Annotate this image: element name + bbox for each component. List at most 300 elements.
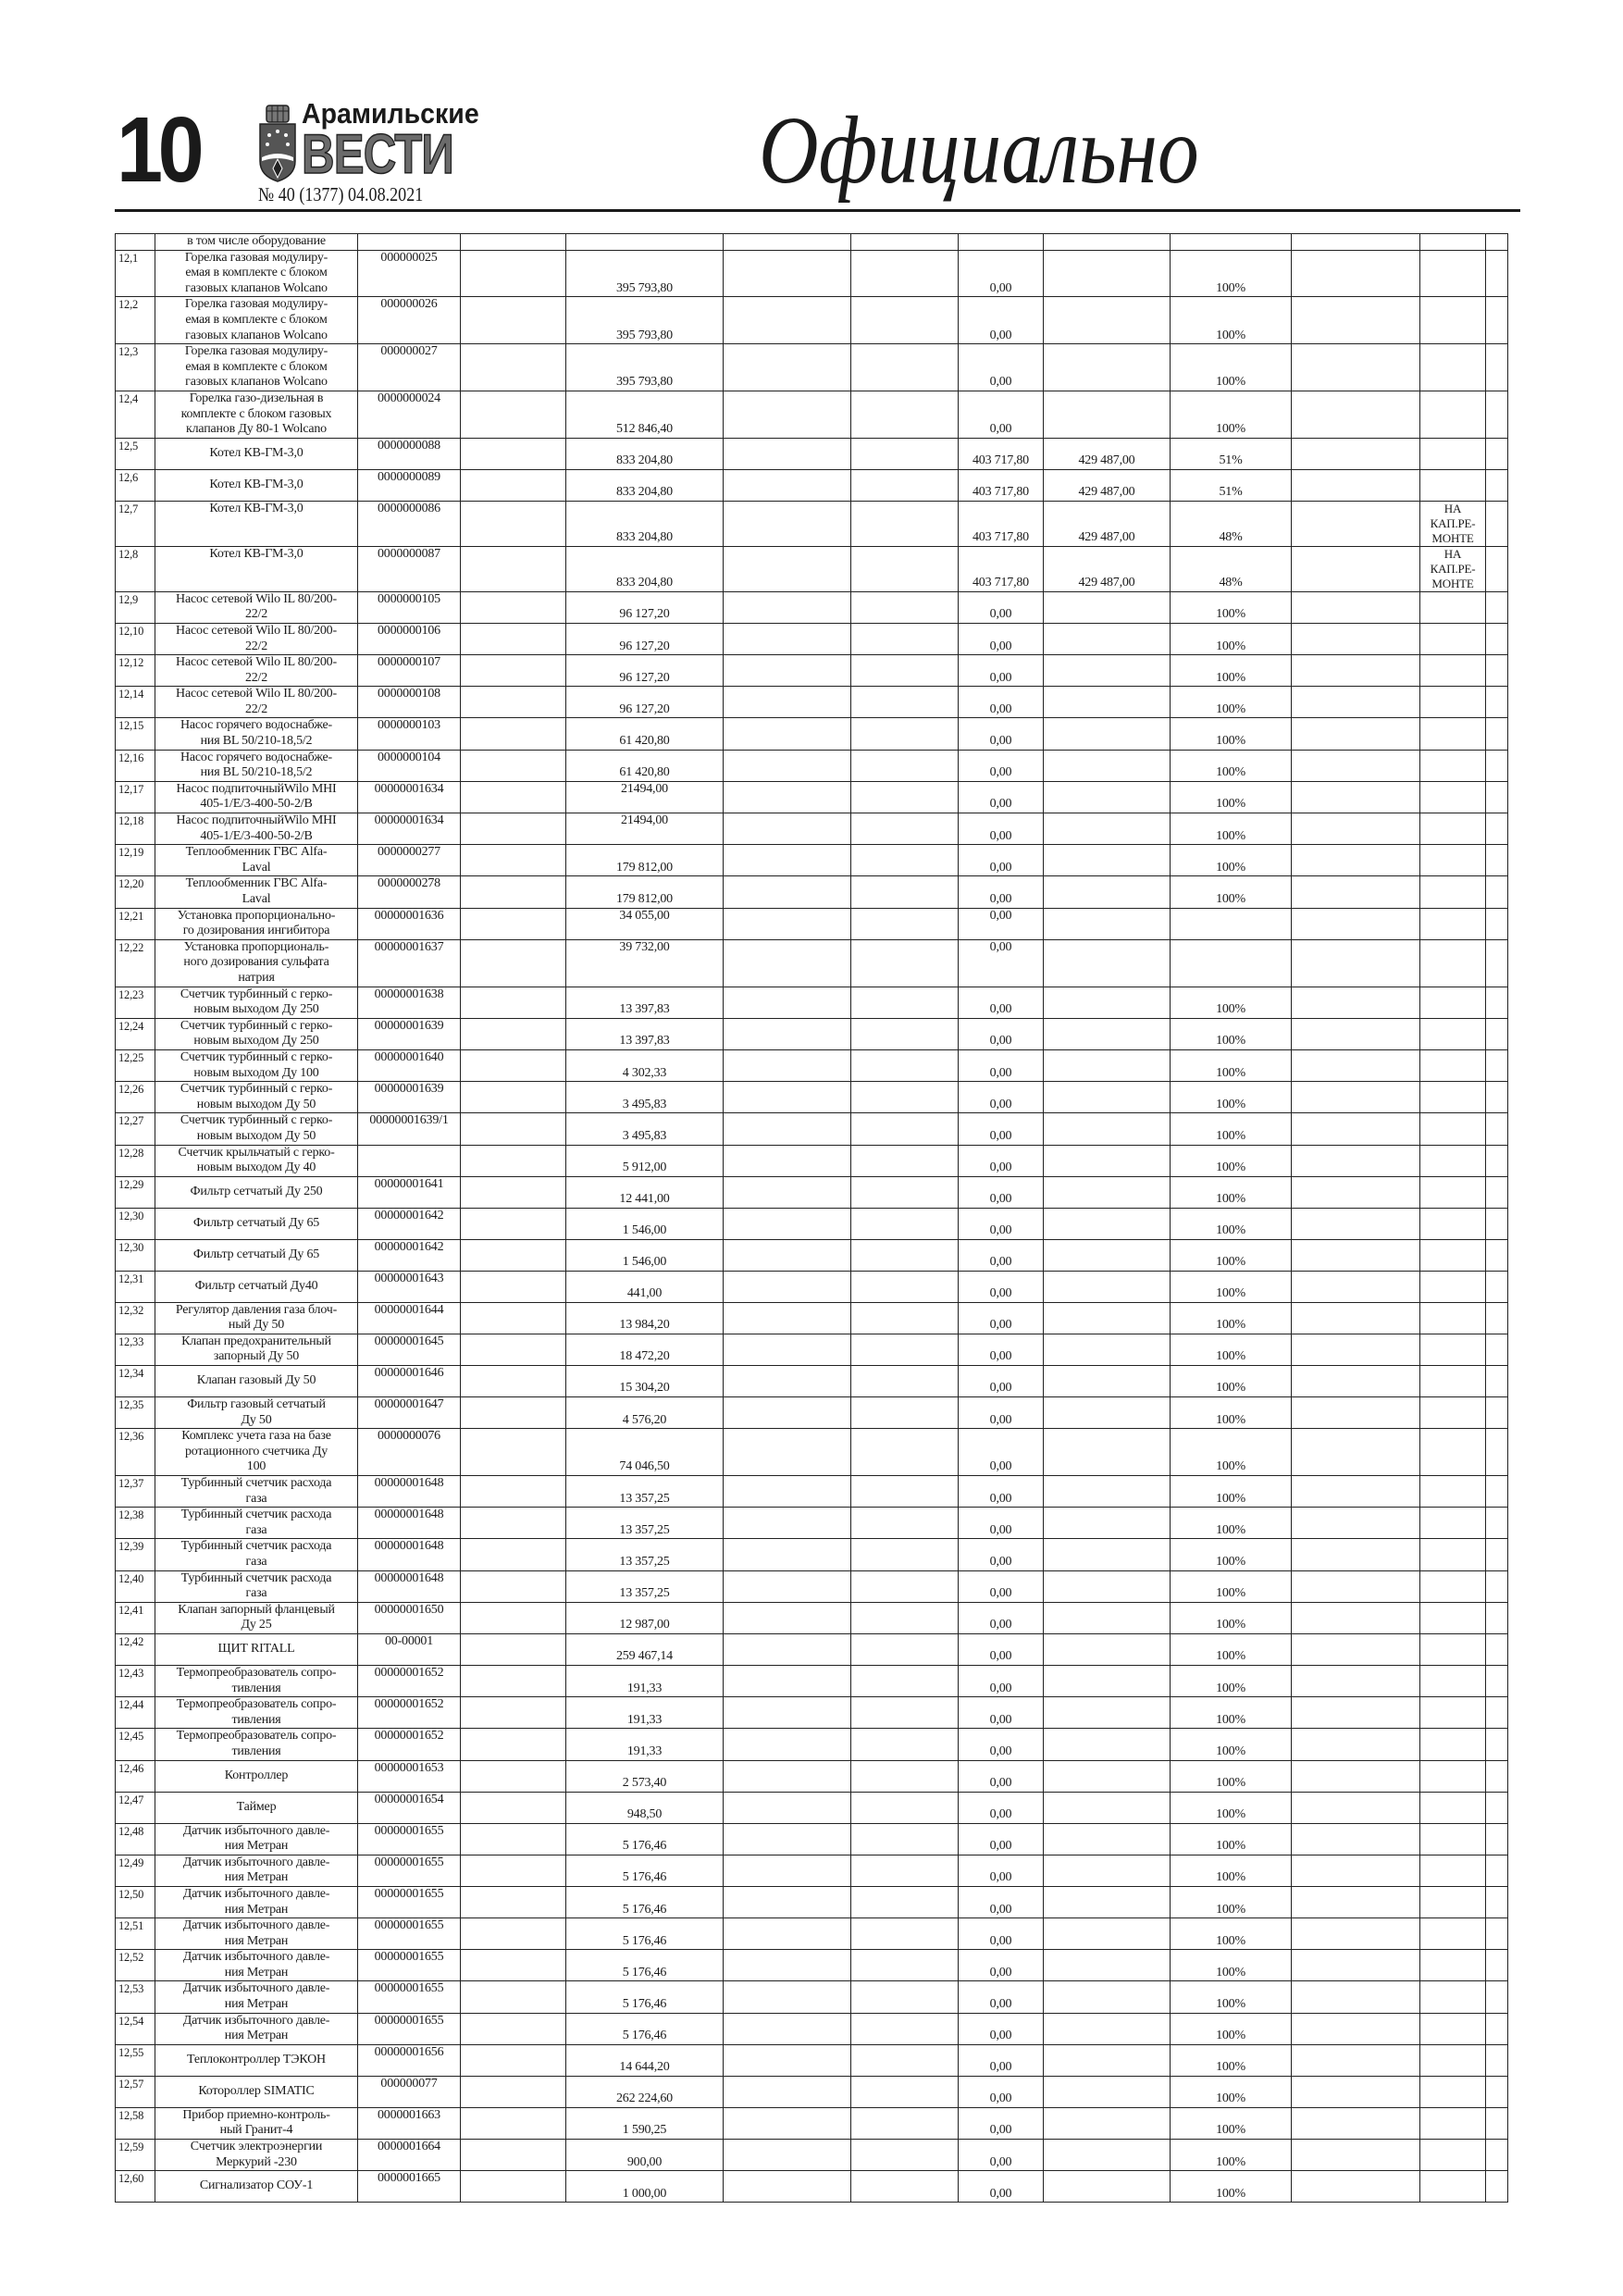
empty-cell xyxy=(724,2171,851,2203)
status-note xyxy=(1420,1981,1486,2013)
initial-cost: 179 812,00 xyxy=(566,876,724,908)
row-number: 12,49 xyxy=(116,1855,155,1886)
table-row xyxy=(116,2044,1508,2076)
table-row xyxy=(116,1855,1508,1886)
empty-cell xyxy=(724,1602,851,1633)
empty-cell xyxy=(1292,1602,1420,1633)
empty-cell xyxy=(461,781,566,813)
wear-percent: 100% xyxy=(1171,297,1292,344)
empty-cell xyxy=(461,939,566,987)
depreciation: 0,00 xyxy=(959,1508,1044,1539)
empty-cell xyxy=(1292,1334,1420,1365)
status-note xyxy=(1420,813,1486,845)
wear-percent: 100% xyxy=(1171,1334,1292,1365)
wear-percent: 100% xyxy=(1171,1760,1292,1792)
empty-cell xyxy=(1292,2044,1420,2076)
empty-cell xyxy=(1486,501,1508,546)
empty-cell xyxy=(724,297,851,344)
empty-cell xyxy=(461,469,566,501)
wear-percent: 100% xyxy=(1171,1823,1292,1855)
empty-cell xyxy=(461,2171,566,2203)
status-note xyxy=(1420,1397,1486,1429)
status-note xyxy=(1420,718,1486,750)
inventory-code: 00000001652 xyxy=(358,1697,461,1729)
residual-value xyxy=(1044,1049,1171,1081)
item-name: Котороллер SIMATIC xyxy=(155,2076,358,2107)
item-name: Датчик избыточного давле- ния Метран xyxy=(155,1823,358,1855)
empty-cell xyxy=(851,1082,959,1113)
depreciation: 0,00 xyxy=(959,1602,1044,1633)
empty-cell xyxy=(461,1366,566,1397)
depreciation: 0,00 xyxy=(959,1302,1044,1334)
empty-cell xyxy=(851,987,959,1018)
row-number: 12,33 xyxy=(116,1334,155,1365)
empty-cell xyxy=(851,718,959,750)
empty-cell xyxy=(724,1145,851,1176)
table-row xyxy=(116,1113,1508,1145)
residual-value xyxy=(1044,845,1171,876)
depreciation: 0,00 xyxy=(959,718,1044,750)
empty-cell xyxy=(851,469,959,501)
empty-cell xyxy=(851,591,959,623)
initial-cost: 3 495,83 xyxy=(566,1113,724,1145)
empty-cell xyxy=(724,1981,851,2013)
inventory-code: 000000077 xyxy=(358,2076,461,2107)
item-name: Насос сетевой Wilo IL 80/200- 22/2 xyxy=(155,687,358,718)
depreciation: 0,00 xyxy=(959,1792,1044,1823)
row-number: 12,12 xyxy=(116,655,155,687)
residual-value xyxy=(1044,1918,1171,1950)
inventory-code: 00000001652 xyxy=(358,1665,461,1696)
empty-cell xyxy=(1292,469,1420,501)
page-number: 10 xyxy=(117,98,200,202)
depreciation: 0,00 xyxy=(959,1476,1044,1508)
inventory-code: 0000000087 xyxy=(358,546,461,591)
row-number: 12,16 xyxy=(116,750,155,781)
table-row xyxy=(116,1476,1508,1508)
wear-percent: 100% xyxy=(1171,1855,1292,1886)
inventory-code: 00000001646 xyxy=(358,1366,461,1397)
empty-cell xyxy=(724,1082,851,1113)
empty-cell xyxy=(724,750,851,781)
empty-cell xyxy=(1486,1018,1508,1049)
coat-of-arms-logo xyxy=(258,104,297,183)
empty-cell xyxy=(1292,939,1420,987)
wear-percent: 100% xyxy=(1171,1508,1292,1539)
row-number: 12,9 xyxy=(116,591,155,623)
empty-cell xyxy=(1292,1476,1420,1508)
empty-cell xyxy=(851,845,959,876)
initial-cost: 13 357,25 xyxy=(566,1570,724,1602)
wear-percent: 100% xyxy=(1171,1665,1292,1696)
empty-cell xyxy=(851,1950,959,1981)
empty-cell xyxy=(1292,1429,1420,1476)
initial-cost: 191,33 xyxy=(566,1697,724,1729)
empty-cell xyxy=(1486,1760,1508,1792)
inventory-code: 00000001638 xyxy=(358,987,461,1018)
empty-cell xyxy=(1292,1665,1420,1696)
item-name: Котел КВ-ГМ-3,0 xyxy=(155,469,358,501)
wear-percent: 100% xyxy=(1171,1570,1292,1602)
empty-cell xyxy=(851,391,959,438)
empty-cell xyxy=(1292,1271,1420,1302)
empty-cell xyxy=(1292,1633,1420,1665)
header-rule xyxy=(115,209,1520,212)
item-name: Термопреобразователь сопро- тивления xyxy=(155,1665,358,1696)
empty-cell xyxy=(1486,1366,1508,1397)
initial-cost: 13 397,83 xyxy=(566,1018,724,1049)
empty-cell xyxy=(1486,591,1508,623)
status-note xyxy=(1420,297,1486,344)
empty-cell xyxy=(851,1729,959,1760)
empty-cell xyxy=(461,250,566,297)
residual-value xyxy=(1044,2013,1171,2044)
initial-cost: 4 576,20 xyxy=(566,1397,724,1429)
wear-percent: 100% xyxy=(1171,2044,1292,2076)
wear-percent: 100% xyxy=(1171,1539,1292,1570)
table-row xyxy=(116,2013,1508,2044)
item-name: Теплообменник ГВС Alfa- Laval xyxy=(155,876,358,908)
depreciation: 0,00 xyxy=(959,687,1044,718)
empty-cell xyxy=(851,344,959,391)
empty-cell xyxy=(1486,546,1508,591)
depreciation: 0,00 xyxy=(959,1760,1044,1792)
empty-cell xyxy=(1486,2140,1508,2171)
item-name: Сигнализатор СОУ-1 xyxy=(155,2171,358,2203)
item-name: Прибор приемно-контроль- ный Гранит-4 xyxy=(155,2107,358,2139)
residual-value xyxy=(1044,655,1171,687)
empty-cell xyxy=(461,501,566,546)
residual-value xyxy=(1044,1697,1171,1729)
empty-cell xyxy=(851,1176,959,1208)
empty-cell xyxy=(851,1208,959,1239)
status-note xyxy=(1420,1082,1486,1113)
item-name: Счетчик электроэнергии Меркурий -230 xyxy=(155,2140,358,2171)
initial-cost: 1 590,25 xyxy=(566,2107,724,2139)
initial-cost: 5 176,46 xyxy=(566,2013,724,2044)
inventory-code: 000000027 xyxy=(358,344,461,391)
empty-cell xyxy=(724,1570,851,1602)
empty-cell xyxy=(724,1855,851,1886)
empty-cell xyxy=(1292,1855,1420,1886)
wear-percent: 51% xyxy=(1171,438,1292,469)
depreciation: 0,00 xyxy=(959,1570,1044,1602)
initial-cost: 12 441,00 xyxy=(566,1176,724,1208)
depreciation: 0,00 xyxy=(959,1665,1044,1696)
residual-value xyxy=(1044,2107,1171,2139)
inventory-code: 00000001655 xyxy=(358,2013,461,2044)
row-number: 12,60 xyxy=(116,2171,155,2203)
initial-cost: 833 204,80 xyxy=(566,469,724,501)
initial-cost: 262 224,60 xyxy=(566,2076,724,2107)
table-row xyxy=(116,391,1508,438)
item-name: Насос сетевой Wilo IL 80/200- 22/2 xyxy=(155,623,358,654)
row-number: 12,21 xyxy=(116,908,155,939)
initial-cost: 900,00 xyxy=(566,2140,724,2171)
residual-value xyxy=(1044,1602,1171,1633)
table-row xyxy=(116,1633,1508,1665)
row-number: 12,40 xyxy=(116,1570,155,1602)
empty-cell xyxy=(724,687,851,718)
residual-value xyxy=(1044,2171,1171,2203)
inventory-code: 00000001653 xyxy=(358,1760,461,1792)
initial-cost: 13 357,25 xyxy=(566,1508,724,1539)
empty-cell xyxy=(724,1665,851,1696)
inventory-code: 00000001644 xyxy=(358,1302,461,1334)
empty-cell xyxy=(851,1271,959,1302)
inventory-code: 00000001634 xyxy=(358,813,461,845)
depreciation: 0,00 xyxy=(959,623,1044,654)
table-row xyxy=(116,2076,1508,2107)
empty-cell xyxy=(851,1239,959,1271)
empty-cell xyxy=(461,1760,566,1792)
inventory-code: 0000000107 xyxy=(358,655,461,687)
empty-cell xyxy=(724,1429,851,1476)
empty-cell xyxy=(851,1145,959,1176)
empty-cell xyxy=(724,1113,851,1145)
initial-cost: 512 846,40 xyxy=(566,391,724,438)
initial-cost: 5 176,46 xyxy=(566,1981,724,2013)
wear-percent: 100% xyxy=(1171,1176,1292,1208)
empty-cell xyxy=(1292,2171,1420,2203)
status-note xyxy=(1420,1792,1486,1823)
row-number: 12,38 xyxy=(116,1508,155,1539)
table-row xyxy=(116,438,1508,469)
empty-cell xyxy=(1486,1302,1508,1334)
initial-cost: 1 546,00 xyxy=(566,1239,724,1271)
empty-cell xyxy=(461,1145,566,1176)
empty-cell xyxy=(724,1049,851,1081)
empty-cell xyxy=(1486,1539,1508,1570)
empty-cell xyxy=(1486,2044,1508,2076)
depreciation: 0,00 xyxy=(959,297,1044,344)
inventory-code: 00000001639 xyxy=(358,1018,461,1049)
wear-percent xyxy=(1171,908,1292,939)
issue-info: № 40 (1377) 04.08.2021 xyxy=(258,183,424,205)
empty-cell xyxy=(1486,1950,1508,1981)
item-name: Насос сетевой Wilo IL 80/200- 22/2 xyxy=(155,591,358,623)
status-note xyxy=(1420,1539,1486,1570)
residual-value xyxy=(1044,391,1171,438)
depreciation: 0,00 xyxy=(959,845,1044,876)
empty-cell xyxy=(461,718,566,750)
row-number: 12,20 xyxy=(116,876,155,908)
item-name: Регулятор давления газа блоч- ный Ду 50 xyxy=(155,1302,358,1334)
empty-cell xyxy=(724,250,851,297)
empty-cell xyxy=(724,813,851,845)
residual-value xyxy=(1044,1950,1171,1981)
inventory-code: 0000000105 xyxy=(358,591,461,623)
item-name: Клапан газовый Ду 50 xyxy=(155,1366,358,1397)
wear-percent: 100% xyxy=(1171,987,1292,1018)
empty-cell xyxy=(1292,1539,1420,1570)
initial-cost: 395 793,80 xyxy=(566,297,724,344)
empty-cell xyxy=(851,2013,959,2044)
item-name: Контроллер xyxy=(155,1760,358,1792)
empty-cell xyxy=(461,1476,566,1508)
status-note xyxy=(1420,1729,1486,1760)
empty-cell xyxy=(461,1665,566,1696)
inventory-code: 00000001640 xyxy=(358,1049,461,1081)
row-number: 12,59 xyxy=(116,2140,155,2171)
item-name: Горелка газовая модулиру- емая в комплекте с блоком газовых клапанов Wolcano xyxy=(155,250,358,297)
empty-cell xyxy=(461,1886,566,1917)
table-row xyxy=(116,1049,1508,1081)
empty-cell xyxy=(461,623,566,654)
row-number: 12,55 xyxy=(116,2044,155,2076)
wear-percent: 100% xyxy=(1171,2013,1292,2044)
empty-cell xyxy=(1486,987,1508,1018)
empty-cell xyxy=(461,1792,566,1823)
item-name: Насос горячего водоснабже- ния BL 50/210-18,5/2 xyxy=(155,750,358,781)
row-number: 12,27 xyxy=(116,1113,155,1145)
item-name: Датчик избыточного давле- ния Метран xyxy=(155,1886,358,1917)
item-name: Котел КВ-ГМ-3,0 xyxy=(155,438,358,469)
empty-cell xyxy=(1486,655,1508,687)
row-number: 12,35 xyxy=(116,1397,155,1429)
residual-value xyxy=(1044,1539,1171,1570)
table-row xyxy=(116,750,1508,781)
empty-cell xyxy=(1486,781,1508,813)
empty-cell xyxy=(1486,2107,1508,2139)
empty-cell xyxy=(461,1049,566,1081)
empty-cell xyxy=(851,2171,959,2203)
empty-cell xyxy=(1292,1176,1420,1208)
wear-percent: 100% xyxy=(1171,1950,1292,1981)
empty-cell xyxy=(1292,1697,1420,1729)
empty-cell xyxy=(461,1082,566,1113)
empty-cell xyxy=(1486,718,1508,750)
empty-cell xyxy=(724,718,851,750)
empty-cell xyxy=(724,1176,851,1208)
residual-value xyxy=(1044,2076,1171,2107)
empty-cell xyxy=(1292,391,1420,438)
empty-cell xyxy=(724,2107,851,2139)
wear-percent: 100% xyxy=(1171,813,1292,845)
inventory-code: 00000001655 xyxy=(358,1981,461,2013)
inventory-code: 000000026 xyxy=(358,297,461,344)
inventory-code: 00000001639/1 xyxy=(358,1113,461,1145)
item-name: Клапан предохранительный запорный Ду 50 xyxy=(155,1334,358,1365)
depreciation: 0,00 xyxy=(959,250,1044,297)
status-note xyxy=(1420,1176,1486,1208)
initial-cost: 96 127,20 xyxy=(566,591,724,623)
wear-percent: 100% xyxy=(1171,1113,1292,1145)
inventory-code: 00000001636 xyxy=(358,908,461,939)
table-row xyxy=(116,344,1508,391)
initial-cost: 12 987,00 xyxy=(566,1602,724,1633)
residual-value: 429 487,00 xyxy=(1044,546,1171,591)
table-row xyxy=(116,845,1508,876)
row-number: 12,44 xyxy=(116,1697,155,1729)
empty-cell xyxy=(1486,2076,1508,2107)
depreciation: 0,00 xyxy=(959,1176,1044,1208)
item-name: Насос подпиточныйWilo MHI 405-1/E/3-400-50-2/B xyxy=(155,813,358,845)
initial-cost: 259 467,14 xyxy=(566,1633,724,1665)
status-note xyxy=(1420,2076,1486,2107)
status-note xyxy=(1420,1366,1486,1397)
status-note xyxy=(1420,781,1486,813)
depreciation: 0,00 xyxy=(959,1366,1044,1397)
empty-cell xyxy=(851,438,959,469)
residual-value xyxy=(1044,1271,1171,1302)
item-name: Датчик избыточного давле- ния Метран xyxy=(155,1981,358,2013)
empty-cell xyxy=(1292,845,1420,876)
residual-value xyxy=(1044,813,1171,845)
status-note xyxy=(1420,1018,1486,1049)
status-note xyxy=(1420,1633,1486,1665)
empty-cell xyxy=(1486,1113,1508,1145)
wear-percent: 100% xyxy=(1171,1633,1292,1665)
row-number: 12,46 xyxy=(116,1760,155,1792)
empty-cell xyxy=(1486,908,1508,939)
residual-value xyxy=(1044,2140,1171,2171)
wear-percent: 48% xyxy=(1171,501,1292,546)
initial-cost: 13 357,25 xyxy=(566,1476,724,1508)
empty-cell xyxy=(851,2044,959,2076)
depreciation: 0,00 xyxy=(959,1950,1044,1981)
wear-percent: 100% xyxy=(1171,1697,1292,1729)
initial-cost: 2 573,40 xyxy=(566,1760,724,1792)
empty-cell xyxy=(724,344,851,391)
empty-cell xyxy=(724,1792,851,1823)
item-name: Комплекс учета газа на базе ротационного счетчика Ду 100 xyxy=(155,1429,358,1476)
status-note xyxy=(1420,1476,1486,1508)
empty-cell xyxy=(461,344,566,391)
row-number: 12,45 xyxy=(116,1729,155,1760)
initial-cost: 179 812,00 xyxy=(566,845,724,876)
depreciation: 403 717,80 xyxy=(959,501,1044,546)
wear-percent: 48% xyxy=(1171,546,1292,591)
status-note xyxy=(1420,1334,1486,1365)
row-number: 12,42 xyxy=(116,1633,155,1665)
empty-cell xyxy=(724,1918,851,1950)
empty-cell xyxy=(1292,623,1420,654)
item-name: Клапан запорный фланцевый Ду 25 xyxy=(155,1602,358,1633)
empty-cell xyxy=(851,813,959,845)
empty-cell xyxy=(1292,750,1420,781)
row-number: 12,5 xyxy=(116,438,155,469)
inventory-code: 00000001645 xyxy=(358,1334,461,1365)
empty-cell xyxy=(1486,469,1508,501)
table-row xyxy=(116,250,1508,297)
initial-cost: 13 397,83 xyxy=(566,987,724,1018)
empty-cell xyxy=(1486,876,1508,908)
row-number: 12,37 xyxy=(116,1476,155,1508)
empty-cell xyxy=(461,1508,566,1539)
empty-cell xyxy=(851,546,959,591)
empty-cell xyxy=(1292,1366,1420,1397)
wear-percent: 100% xyxy=(1171,2107,1292,2139)
empty-cell xyxy=(1486,1271,1508,1302)
initial-cost: 1 000,00 xyxy=(566,2171,724,2203)
empty-cell xyxy=(461,876,566,908)
empty-cell xyxy=(851,1302,959,1334)
initial-cost: 191,33 xyxy=(566,1729,724,1760)
empty-cell xyxy=(724,655,851,687)
item-name: Счетчик турбинный с герко- новым выходом Ду 250 xyxy=(155,987,358,1018)
empty-cell xyxy=(461,591,566,623)
depreciation: 0,00 xyxy=(959,591,1044,623)
empty-cell xyxy=(1486,1429,1508,1476)
depreciation: 0,00 xyxy=(959,2107,1044,2139)
initial-cost: 13 984,20 xyxy=(566,1302,724,1334)
status-note xyxy=(1420,1302,1486,1334)
empty-cell xyxy=(461,2013,566,2044)
brand-name-main: ВЕСТИ xyxy=(302,123,453,185)
empty-cell xyxy=(1292,250,1420,297)
table-row xyxy=(116,1570,1508,1602)
